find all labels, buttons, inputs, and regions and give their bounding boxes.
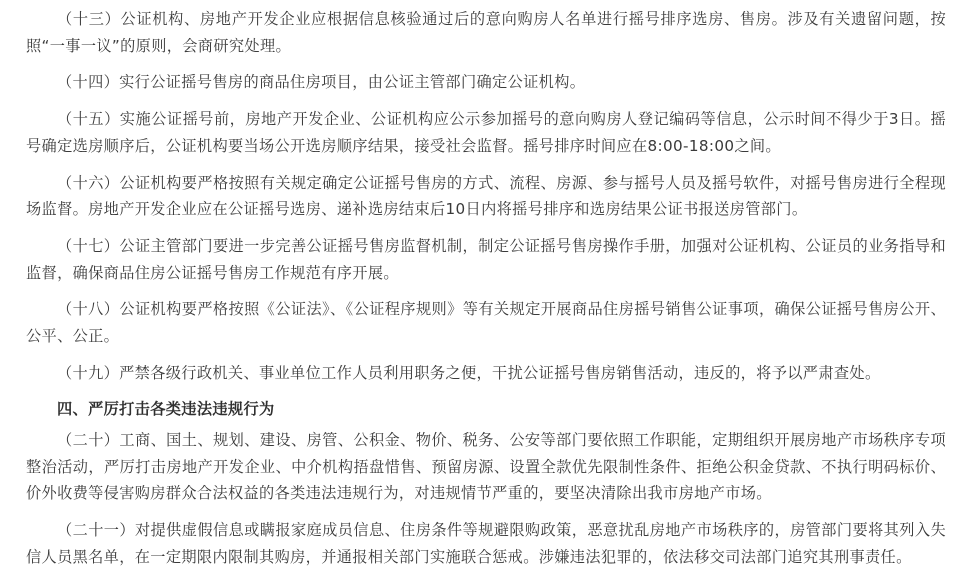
paragraph-14: （十四）实行公证摇号售房的商品住房项目，由公证主管部门确定公证机构。 xyxy=(57,73,586,92)
paragraph-17: （十七）公证主管部门要进一步完善公证摇号售房监督机制，制定公证摇号售房操作手册，加强对公证机构、公证员的业务指导和监督，确保商品住房公证摇号售房工作规范有序开展。 xyxy=(26,236,946,282)
section-heading: 四、严厉打击各类违法违规行为 xyxy=(57,400,275,419)
paragraph-15: （十五）实施公证摇号前，房地产开发企业、公证机构应公示参加摇号的意向购房人登记编码等信息，公示时间不得少于3日。摇号确定选房顺序后，公证机构要当场公开选房顺序结果，接受社会监督。摇号排序时间应在8:00-18:00之间。 xyxy=(26,110,946,155)
paragraph-16: （十六）公证机构要严格按照有关规定确定公证摇号售房的方式、流程、房源、参与摇号人员及摇号软件，对摇号售房进行全程现场监督。房地产开发企业应在公证摇号选房、递补选房结束后10日内将摇号排序和选房结果公证书报送房管部门。 xyxy=(26,173,946,219)
document-body xyxy=(26,6,946,580)
paragraph-19: （十九）严禁各级行政机关、事业单位工作人员利用职务之便，干扰公证摇号售房销售活动，违反的，将予以严肃查处。 xyxy=(57,363,881,382)
paragraph-13: （十三）公证机构、房地产开发企业应根据信息核验通过后的意向购房人名单进行摇号排序选房、售房。涉及有关遗留问题，按照“一事一议”的原则，会商研究处理。 xyxy=(26,10,946,55)
paragraph-21: （二十一）对提供虚假信息或瞒报家庭成员信息、住房条件等规避限购政策，恶意扰乱房地产市场秩序的，房管部门要将其列入失信人员黑名单，在一定期限内限制其购房，并通报相关部门实施联合惩戒。涉嫌违法犯罪的，依法移交司法部门追究其刑事责任。 xyxy=(26,521,946,566)
paragraph-20: （二十）工商、国土、规划、建设、房管、公积金、物价、税务、公安等部门要依照工作职能，定期组织开展房地产市场秩序专项整治活动，严厉打击房地产开发企业、中介机构捂盘惜售、预留房源、设置全款优先限制性条件、拒绝公积金贷款、不执行明码标价、价外收费等侵害购房群众合法权益的各类违法违规行为，对违规情节严重的，要坚决清除出我市房地产市场。 xyxy=(26,431,946,503)
paragraph-18: （十八）公证机构要严格按照《公证法》、《公证程序规则》等有关规定开展商品住房摇号销售公证事项，确保公证摇号售房公开、公平、公正。 xyxy=(26,300,946,345)
